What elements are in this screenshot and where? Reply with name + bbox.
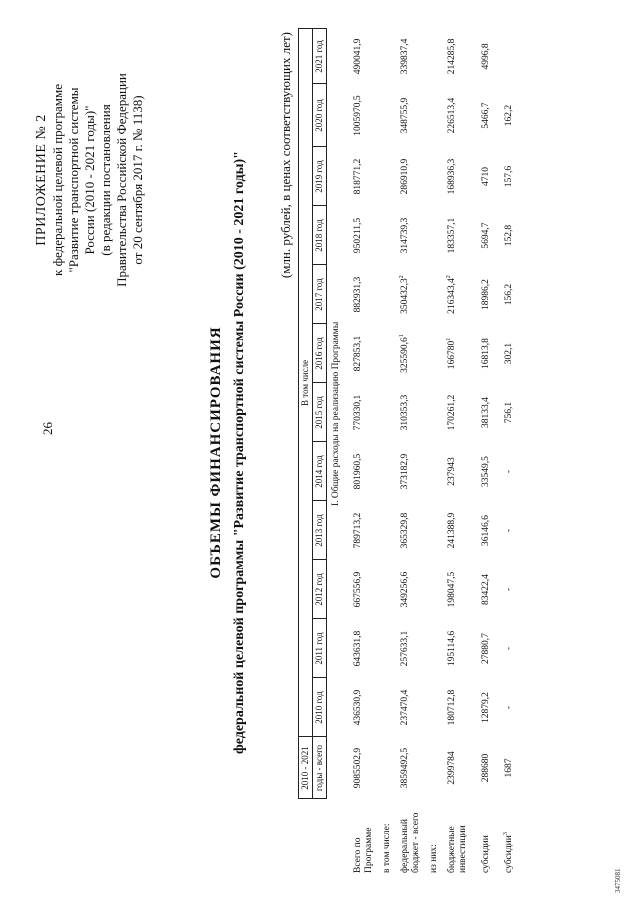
table-row	[475, 29, 498, 875]
cell-value: 156,2	[504, 283, 514, 306]
cell-value: 168936,3	[447, 158, 457, 195]
cell-value: -	[504, 646, 514, 651]
cell-value: -	[504, 587, 514, 592]
table-row	[347, 29, 381, 875]
row-label: бюджетные инвестиции	[447, 825, 468, 873]
cell-value: 373182,9	[400, 453, 410, 490]
cell-value: 827853,1	[353, 335, 363, 372]
cell-value: 882931,3	[353, 276, 363, 313]
row-total: 2399784	[447, 751, 457, 785]
cell-value: 349256,6	[400, 571, 410, 608]
cell-value: 18986,2	[481, 279, 491, 310]
cell-value: 237470,4	[400, 689, 410, 726]
row-total: 1687	[504, 758, 514, 778]
cell-value: 789713,2	[353, 512, 363, 549]
cell-value: 436530,9	[353, 689, 363, 726]
cell-value: 183357,1	[447, 217, 457, 254]
year-header: 2014 год	[313, 442, 327, 501]
appendix-line: "Развитие транспортной системы	[66, 87, 81, 273]
total-subheader: годы - всего	[313, 737, 327, 799]
document-code: 3475081	[614, 868, 622, 893]
cell-value: 756,1	[504, 401, 514, 424]
cell-value: 12879,2	[481, 692, 491, 723]
in-that-number-header: В том числе	[299, 29, 313, 737]
cell-value: 302,1	[504, 342, 514, 365]
cell-value: 5694,7	[481, 222, 491, 249]
cell-value-empty	[498, 29, 521, 84]
year-header: 2013 год	[313, 501, 327, 560]
cell-value: 4710	[481, 167, 491, 186]
row-label-footnoted	[498, 799, 521, 875]
section-heading: I. Общие расходы на реализацию Программы	[331, 321, 341, 507]
year-header: 2021 год	[313, 29, 327, 84]
cell-value: 801960,5	[353, 453, 363, 490]
table-row	[394, 29, 428, 875]
year-header: 2020 год	[313, 84, 327, 147]
cell-value: 643631,8	[353, 630, 363, 667]
table-row	[441, 29, 475, 875]
cell-value: 237943	[447, 457, 457, 486]
cell-value: 314739,3	[400, 217, 410, 254]
year-header: 2019 год	[313, 147, 327, 206]
cell-value: 5466,7	[481, 102, 491, 129]
cell-value: -	[504, 469, 514, 474]
document-subtitle: федеральной целевой программы "Развитие транспортной системы России (2010 - 2021 годы)"	[232, 151, 247, 754]
empty-cells	[428, 29, 441, 799]
cell-value: 241388,9	[447, 512, 457, 549]
appendix-line: Правительства Российской Федерации	[114, 73, 129, 287]
cell-value-footnoted	[394, 265, 428, 324]
cell-value: 157,6	[504, 165, 514, 188]
cell-value: 257633,1	[400, 630, 410, 667]
cell-value: 1005970,5	[353, 95, 363, 136]
row-label: федеральный бюджет - всего	[400, 812, 421, 873]
table-row	[428, 29, 441, 875]
cell-value: 4996,8	[481, 43, 491, 70]
footnote-mark: 2	[445, 275, 452, 279]
cell-value-footnoted	[394, 324, 428, 383]
cell-value: 216343,4	[447, 278, 457, 314]
year-header: 2015 год	[313, 383, 327, 442]
document-title: ОБЪЕМЫ ФИНАНСИРОВАНИЯ	[208, 326, 224, 579]
year-header: 2017 год	[313, 265, 327, 324]
cell-value: 198047,5	[447, 571, 457, 608]
appendix-title: ПРИЛОЖЕНИЕ № 2	[34, 114, 49, 246]
cell-value: 180712,8	[447, 689, 457, 726]
cell-value: 214285,8	[447, 38, 457, 75]
footnote-mark: 3	[502, 832, 509, 836]
appendix-block	[34, 30, 146, 330]
cell-value: 286910,9	[400, 158, 410, 195]
cell-value: -	[504, 705, 514, 710]
footnote-mark: 2	[398, 275, 405, 279]
cell-value: 27880,7	[481, 633, 491, 664]
appendix-line: (в редакции постановления	[98, 104, 113, 256]
cell-value: 33549,5	[481, 456, 491, 487]
row-label: субсидии	[481, 835, 491, 873]
cell-value: 325590,6	[400, 337, 410, 373]
cell-value: 350432,3	[400, 278, 410, 314]
cell-value: 348755,9	[400, 97, 410, 134]
cell-value: 166780	[447, 340, 457, 370]
year-header: 2012 год	[313, 560, 327, 619]
cell-value: 310353,3	[400, 394, 410, 431]
footnote-mark: 1	[445, 337, 452, 341]
empty-cells	[381, 29, 394, 799]
section-spacer	[327, 799, 348, 875]
cell-value: 950211,5	[353, 217, 363, 254]
table-row	[498, 29, 521, 875]
page-number: 26	[40, 422, 55, 435]
row-total: 288680	[481, 753, 491, 783]
cell-value: 667556,9	[353, 571, 363, 608]
row-total: 3859492,5	[400, 747, 410, 789]
row-total: 9085502,9	[353, 747, 363, 789]
units-note: (млн. рублей, в ценах соответствующих лет)	[278, 32, 293, 279]
cell-value: 365329,8	[400, 512, 410, 549]
table-row	[381, 29, 394, 875]
row-label: из них:	[429, 844, 439, 873]
footnote-mark: 1	[398, 334, 405, 338]
cell-value: 170261,2	[447, 394, 457, 431]
year-header: 2010 год	[313, 678, 327, 737]
cell-value: 36146,6	[481, 515, 491, 546]
cell-value: 818771,2	[353, 158, 363, 195]
total-header: 2010 - 2021	[299, 737, 313, 799]
cell-value: 162,2	[504, 104, 514, 127]
cell-value: 16813,8	[481, 338, 491, 369]
cell-value: 226513,4	[447, 97, 457, 134]
appendix-line: России (2010 - 2021 годы)"	[82, 105, 97, 255]
cell-value: 490041,9	[353, 38, 363, 75]
year-header: 2011 год	[313, 619, 327, 678]
cell-value: -	[504, 528, 514, 533]
cell-value-footnoted	[441, 265, 475, 324]
appendix-line: от 20 сентября 2017 г. № 1138)	[130, 95, 145, 265]
label-header-blank	[299, 799, 327, 875]
row-label: в том числе:	[382, 823, 392, 873]
cell-value: 152,8	[504, 224, 514, 247]
cell-value: 339837,4	[400, 38, 410, 75]
appendix-line: к федеральной целевой программе	[50, 84, 65, 276]
year-header: 2018 год	[313, 206, 327, 265]
year-header: 2016 год	[313, 324, 327, 383]
cell-value-footnoted	[441, 324, 475, 383]
cell-value: 195114,6	[447, 630, 457, 667]
row-label: субсидии	[504, 835, 514, 873]
cell-value: 770330,1	[353, 394, 363, 431]
cell-value: 83422,4	[481, 574, 491, 605]
row-label: Всего по Программе	[353, 827, 374, 873]
financing-table	[298, 28, 521, 875]
cell-value: 38133,4	[481, 397, 491, 428]
